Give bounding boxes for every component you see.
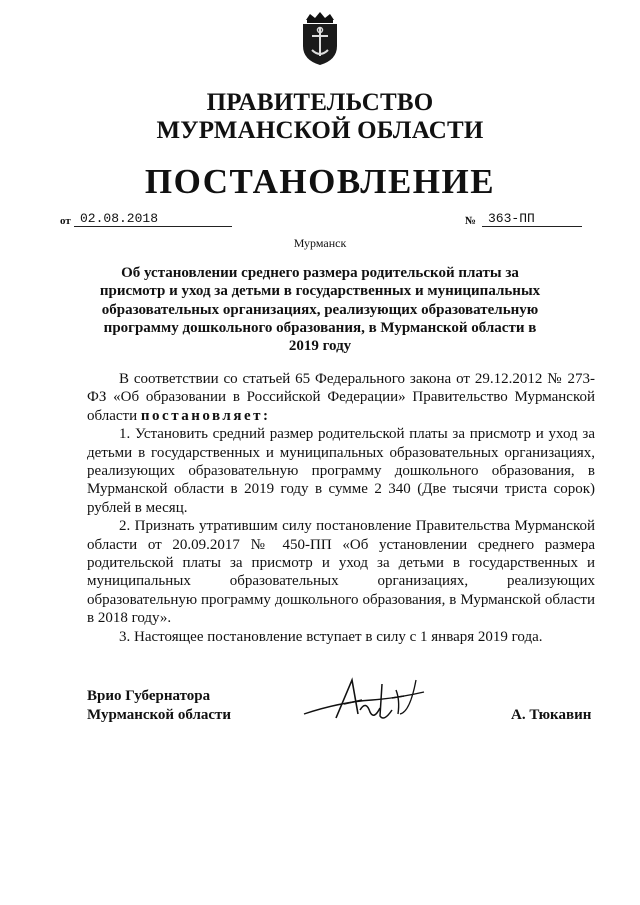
- city: Мурманск: [293, 236, 347, 250]
- org-name-line2: МУРМАНСКОЙ ОБЛАСТИ: [156, 117, 484, 144]
- document-type: ПОСТАНОВЛЕНИЕ: [144, 162, 496, 201]
- document-body: [87, 370, 595, 646]
- signer-role-line2: Мурманской области: [87, 707, 232, 723]
- item-paragraph: 3. Настоящее постановление вступает в силу с 1 января 2019 года.: [119, 628, 543, 645]
- handwritten-signature-icon: [300, 670, 430, 736]
- decree-word: постановляет:: [140, 407, 271, 424]
- date-prefix: от: [60, 215, 71, 227]
- signer-role: [87, 687, 231, 725]
- document-date: 02.08.2018: [74, 211, 232, 227]
- signer-role-line1: Врио Губернатора: [87, 688, 211, 704]
- item-paragraph: 2. Признать утратившим силу постановление Правительства Мурманской области от 20.09.2017 № 450-ПП «Об установлении среднего размера родительской платы за присмотр и уход за детьми в государственных и муниципальных образовательных организациях, реализующих образовательную программу дошкольного образования, в Мурманской области в 2018 году».: [87, 518, 595, 627]
- coat-of-arms-icon: [297, 10, 343, 66]
- item-paragraph: 1. Установить средний размер родительской платы за присмотр и уход за детьми в государственных и муниципальных образовательных организациях, реализующих образовательную программу дошкольного образования, в Мурманской области в 2019 году в сумме 2 340 (Две тысячи триста сорок) рублей в месяц.: [87, 426, 595, 516]
- intro-paragraph: [87, 370, 595, 425]
- org-name-line1: ПРАВИТЕЛЬСТВО: [206, 89, 434, 116]
- signer-name: А. Тюкавин: [511, 707, 592, 723]
- intro-text: В соответствии со статьей 65 Федерального закона от 29.12.2012 № 273-ФЗ «Об образовании в Российской Федерации» Правительство Мурманской области: [87, 371, 595, 424]
- number-prefix: №: [465, 215, 477, 227]
- date-number-row: [60, 209, 580, 229]
- document-number: 363-ПП: [482, 211, 582, 227]
- document-title: Об установлении среднего размера родительской платы за присмотр и уход за детьми в государственных и муниципальных образовательных организациях, реализующих образовательную программу дошкольного образования, в Мурманской области в 2019 году: [99, 265, 541, 355]
